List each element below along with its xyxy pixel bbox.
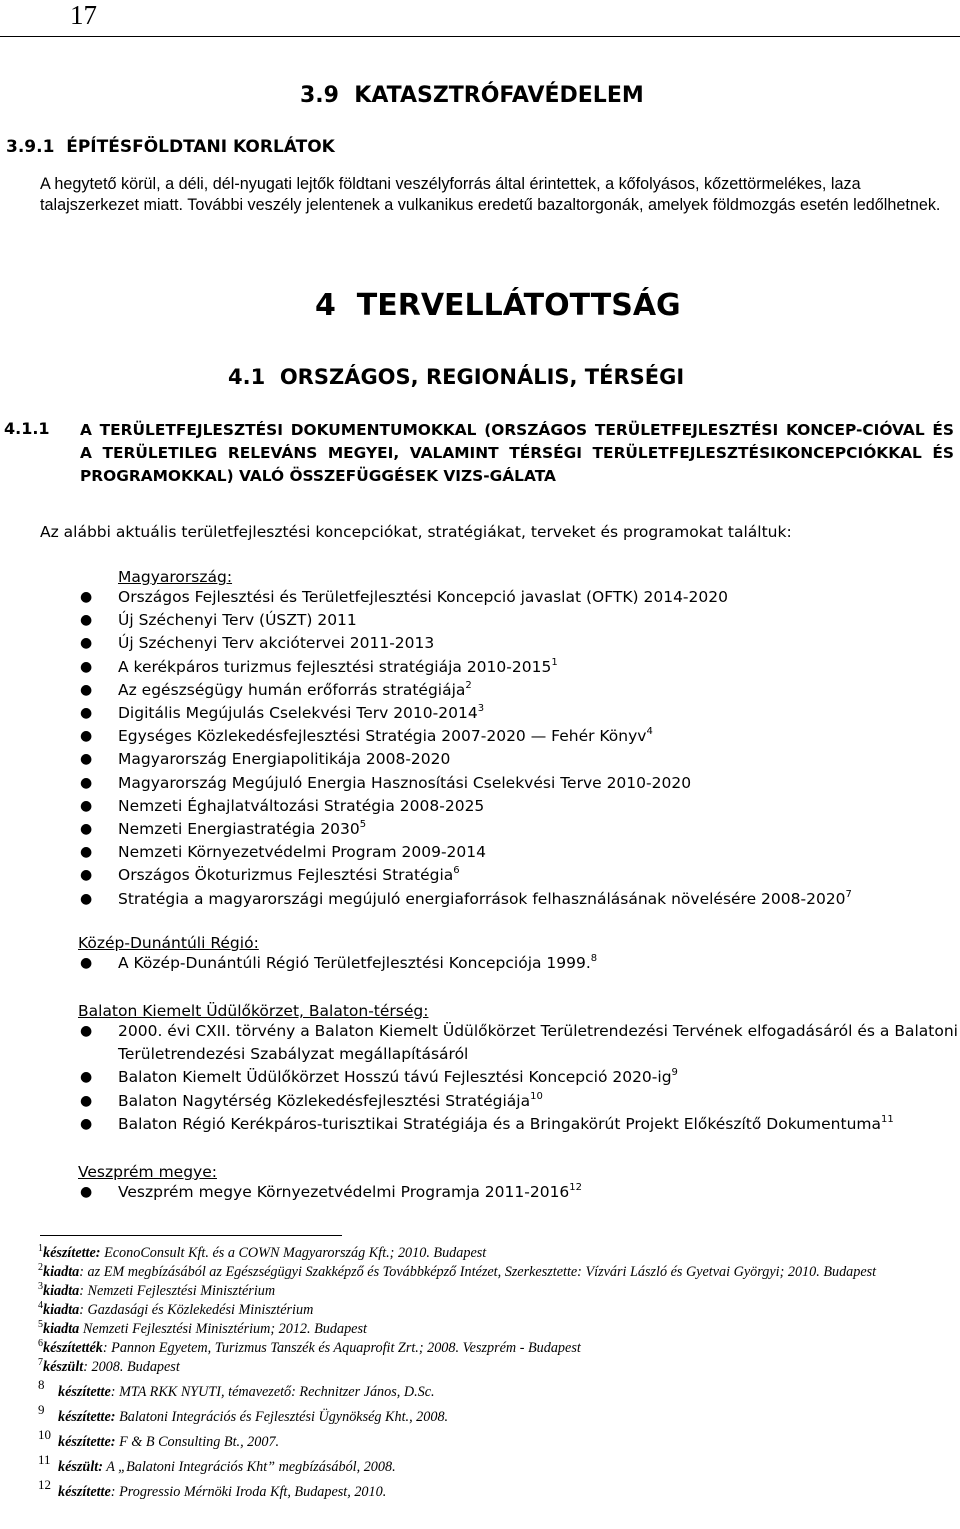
list-item-text: Nemzeti Éghajlatváltozási Stratégia 2008-2025	[118, 796, 485, 815]
footnote-text: : Progressio Mérnöki Iroda Kft, Budapest, 2010.	[110, 1484, 387, 1500]
section-balaton	[78, 1002, 958, 1136]
document-list	[78, 1020, 958, 1136]
header-divider	[0, 36, 960, 37]
list-item	[78, 656, 852, 679]
bullet-icon: ●	[80, 751, 93, 768]
bullet-icon: ●	[80, 1092, 93, 1109]
page-number: 17	[70, 0, 97, 30]
footnote-label: készítették	[43, 1340, 103, 1356]
list-item	[78, 632, 852, 655]
bullet-icon: ●	[80, 589, 93, 605]
footnote-text: A „Balatoni Integrációs Kht” megbízásából, 2008.	[102, 1459, 396, 1475]
bullet-icon: ●	[80, 635, 93, 652]
footnote-text: : Gazdasági és Közlekedési Minisztérium	[79, 1302, 314, 1318]
list-item-text: Digitális Megújulás Cselekvési Terv 2010-2014	[118, 704, 478, 723]
list-item-text: Új Széchenyi Terv (ÚSZT) 2011	[118, 611, 357, 630]
list-item	[78, 841, 852, 864]
footnote-label: készítette	[58, 1484, 111, 1500]
list-item	[78, 1020, 958, 1066]
bullet-icon: ●	[80, 1184, 93, 1200]
footnote	[4, 1402, 958, 1427]
bullet-icon: ●	[80, 867, 93, 884]
list-item-text: Új Széchenyi Terv akciótervei 2011-2013	[118, 634, 435, 653]
footnote	[4, 1263, 958, 1282]
footnote-number: 10	[38, 1427, 51, 1442]
footnote-divider	[40, 1235, 342, 1236]
footnote-ref: 6	[453, 865, 460, 877]
document-list	[78, 952, 597, 975]
list-item	[78, 1113, 958, 1136]
list-item	[78, 1181, 582, 1204]
bullet-icon: ●	[80, 1069, 93, 1086]
footnote-number: 5	[38, 1319, 43, 1330]
footnote-ref: 4	[646, 726, 653, 738]
footnote-number: 9	[38, 1402, 45, 1417]
footnotes	[4, 1244, 958, 1502]
footnote-number: 2	[38, 1262, 43, 1273]
bullet-icon: ●	[80, 728, 93, 745]
footnote-label: kiadta	[43, 1283, 80, 1299]
document-list	[78, 586, 852, 911]
bullet-icon: ●	[80, 821, 93, 838]
list-item	[78, 702, 852, 725]
list-item-text: Az egészségügy humán erőforrás stratégiája	[118, 680, 466, 699]
footnote-label: készült	[43, 1359, 84, 1375]
footnote-ref: 1	[551, 656, 558, 668]
footnote-number: 11	[38, 1452, 51, 1467]
list-item-text: Balaton Régió Kerékpáros-turisztikai Stratégiája és a Bringakörút Projekt Előkészítő Dokumentuma	[118, 1114, 881, 1133]
bullet-icon: ●	[80, 681, 93, 698]
heading-4-1: 4.1 ORSZÁGOS, REGIONÁLIS, TÉRSÉGI	[228, 365, 685, 389]
list-item	[78, 679, 852, 702]
footnote-label: kiadta	[43, 1264, 80, 1280]
list-item	[78, 888, 852, 911]
section-title: Veszprém megye:	[78, 1163, 217, 1181]
footnote-ref: 11	[881, 1113, 894, 1125]
footnote-number: 6	[38, 1338, 43, 1349]
section-veszprem-megye	[78, 1163, 582, 1204]
footnote-ref: 2	[465, 679, 472, 691]
bullet-icon: ●	[80, 658, 93, 675]
list-item-text: Balaton Kiemelt Üdülőkörzet Hosszú távú Fejlesztési Koncepció 2020-ig	[118, 1068, 672, 1087]
footnote-ref: 8	[590, 953, 598, 964]
list-item-text: Stratégia a magyarországi megújuló energiaforrások felhasználásának növelésére 2008-2020	[118, 889, 846, 908]
heading-3-9-1: 3.9.1 ÉPÍTÉSFÖLDTANI KORLÁTOK	[6, 137, 335, 157]
paragraph-katasztrofavedelem: A hegytető körül, a déli, dél-nyugati lejtők földtani veszélyforrás által érintettek, a kőfolyásos, kőzettörmelékes, laza talajszerkezet miatt. További veszély jelentenek a vulkanikus eredetű bazaltorgonák, amelyek földmozgás esetén ledőlhetnek.	[40, 175, 941, 214]
footnote	[4, 1301, 958, 1320]
footnote-text: : MTA RKK NYUTI, témavezető: Rechnitzer János, D.Sc.	[110, 1384, 435, 1400]
list-item	[78, 725, 852, 748]
footnote	[4, 1377, 958, 1402]
footnote-number: 4	[38, 1300, 43, 1311]
footnote-ref: 7	[845, 888, 852, 900]
footnote-text: Nemzeti Fejlesztési Minisztérium; 2012. Budapest	[79, 1321, 367, 1337]
section-title: Balaton Kiemelt Üdülőkörzet, Balaton-térség:	[78, 1002, 429, 1020]
footnote-label: kiadta	[43, 1321, 80, 1337]
footnote-label: kiadta	[43, 1302, 80, 1318]
footnote	[4, 1427, 958, 1452]
document-list	[78, 1181, 582, 1204]
footnote-number: 7	[38, 1357, 43, 1368]
bullet-icon: ●	[80, 774, 93, 791]
footnote-text: : 2008. Budapest	[83, 1359, 180, 1375]
list-item	[78, 748, 852, 771]
bullet-icon: ●	[80, 844, 93, 861]
footnote-text: F & B Consulting Bt., 2007.	[115, 1434, 280, 1450]
footnote-label: készítette:	[58, 1409, 116, 1425]
footnote	[4, 1358, 958, 1377]
footnote-label: készítette:	[43, 1245, 101, 1261]
intro-sentence: Az alábbi aktuális területfejlesztési koncepciókat, stratégiákat, terveket és programokat találtuk:	[40, 523, 792, 541]
footnote-text: Balatoni Integrációs és Fejlesztési Ügynökség Kht., 2008.	[115, 1409, 449, 1425]
list-item-text: A kerékpáros turizmus fejlesztési stratégiája 2010-2015	[118, 657, 552, 676]
footnote-label: készült:	[58, 1459, 103, 1475]
footnote-number: 12	[38, 1477, 51, 1492]
footnote-text: : Pannon Egyetem, Turizmus Tanszék és Aquaprofit Zrt.; 2008. Veszprém - Budapest	[102, 1340, 581, 1356]
footnote-ref: 3	[477, 703, 485, 715]
footnote-number: 3	[38, 1281, 43, 1292]
list-item-text: Egységes Közlekedésfejlesztési Stratégia 2007-2020 — Fehér Könyv	[118, 727, 647, 746]
section-title: Magyarország:	[118, 568, 233, 586]
list-item	[78, 586, 852, 609]
footnote-text: : az EM megbízásából az Egészségügyi Szakképző és Továbbképző Intézet, Szerkesztette: Vízvári László és Gyetvai Györgyi; 2010. Budapest	[79, 1264, 877, 1280]
list-item	[78, 1090, 958, 1113]
footnote	[4, 1452, 958, 1477]
list-item-text: Magyarország Energiapolitikája 2008-2020	[118, 750, 451, 769]
list-item	[78, 952, 597, 975]
list-item-text: Országos Ökoturizmus Fejlesztési Stratégia	[118, 866, 454, 885]
bullet-icon: ●	[80, 612, 93, 629]
footnote	[4, 1477, 958, 1502]
footnote-label: készítette	[58, 1384, 111, 1400]
list-item-text: Balaton Nagytérség Közlekedésfejlesztési Stratégiája	[118, 1091, 531, 1110]
bullet-icon: ●	[80, 797, 93, 814]
list-item-text: 2000. évi CXII. törvény a Balaton Kiemelt Üdülőkörzet Területrendezési Tervének elfogadásáról és a Balatoni Területrendezési Szabályzat megállapításáról	[118, 1022, 958, 1064]
list-item	[78, 864, 852, 887]
list-item-text: Országos Fejlesztési és Területfejlesztési Koncepció javaslat (OFTK) 2014-2020	[118, 588, 728, 606]
list-item-text: A Közép-Dunántúli Régió Területfejlesztési Koncepciója 1999.	[118, 954, 591, 972]
section-magyarorszag	[78, 568, 852, 911]
footnote	[4, 1282, 958, 1301]
heading-3-9: 3.9 KATASZTRÓFAVÉDELEM	[300, 83, 644, 108]
section-kozep-dunantul	[78, 934, 597, 975]
footnote-number: 8	[38, 1377, 45, 1392]
list-item	[78, 795, 852, 818]
bullet-icon: ●	[80, 705, 93, 722]
heading-4: 4 TERVELLÁTOTTSÁG	[315, 288, 681, 323]
list-item	[78, 609, 852, 632]
list-item-text: Veszprém megye Környezetvédelmi Programja 2011-2016	[118, 1183, 570, 1201]
list-item-text: Nemzeti Környezetvédelmi Program 2009-2014	[118, 843, 487, 862]
heading-4-1-1: A TERÜLETFEJLESZTÉSI DOKUMENTUMOKKAL (ORSZÁGOS TERÜLETFEJLESZTÉSI KONCEP-CIÓVAL ÉS A TERÜLETILEG RELEVÁNS MEGYEI, VALAMINT TÉRSÉGI TERÜLETFEJLESZTÉSIKONCEPCIÓKKAL ÉS PROGRAMOKKAL) VALÓ ÖSSZEFÜGGÉSEK VIZS-GÁLATA	[80, 421, 954, 485]
footnote-number: 1	[38, 1243, 43, 1254]
footnote-text: : Nemzeti Fejlesztési Minisztérium	[79, 1283, 276, 1299]
footnote	[4, 1320, 958, 1339]
section-title: Közép-Dunántúli Régió:	[78, 934, 259, 952]
list-item	[78, 772, 852, 795]
footnote-ref: 12	[569, 1182, 583, 1193]
list-item-text: Magyarország Megújuló Energia Hasznosítási Cselekvési Terve 2010-2020	[118, 773, 692, 792]
bullet-icon: ●	[80, 890, 93, 907]
footnote-text: EconoConsult Kft. és a COWN Magyarország Kft.; 2010. Budapest	[100, 1245, 487, 1261]
footnote-label: készítette:	[58, 1434, 116, 1450]
bullet-icon: ●	[80, 1023, 93, 1039]
list-item	[78, 818, 852, 841]
list-item	[78, 1066, 958, 1089]
bullet-icon: ●	[80, 1115, 93, 1132]
list-item-text: Nemzeti Energiastratégia 2030	[118, 820, 360, 839]
footnote-ref: 9	[671, 1067, 678, 1079]
footnote	[4, 1339, 958, 1358]
footnote-ref: 5	[359, 819, 367, 831]
bullet-icon: ●	[80, 955, 93, 971]
footnote-ref: 10	[530, 1090, 543, 1102]
heading-4-1-1-number: 4.1.1	[4, 419, 50, 438]
footnote	[4, 1244, 958, 1263]
